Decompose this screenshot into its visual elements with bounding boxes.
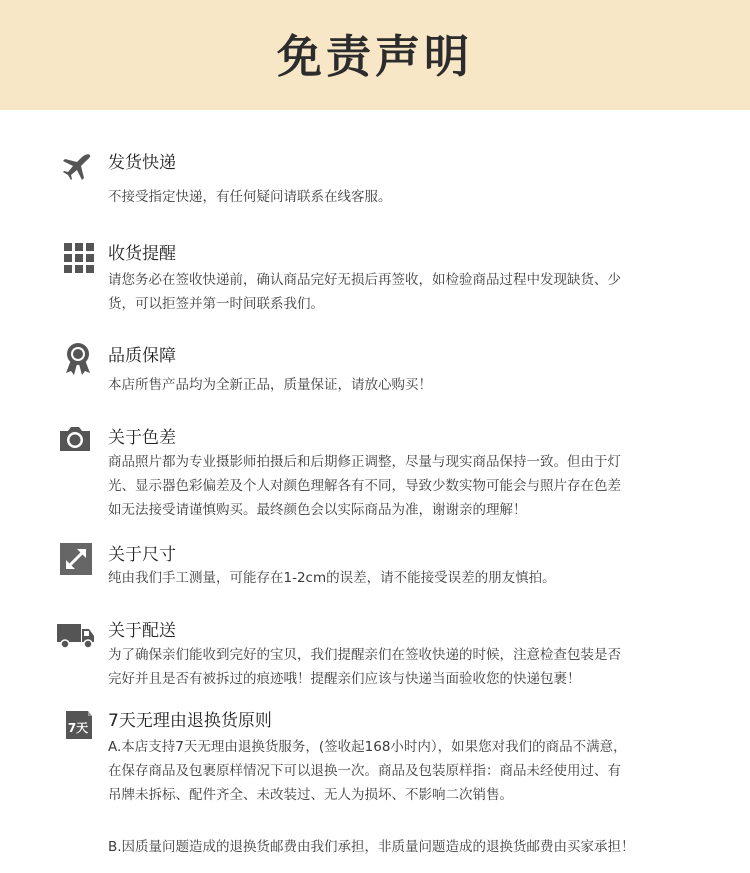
section-body-shipping [108, 185, 708, 209]
body-line-spacer [108, 807, 708, 831]
body-line: A.本店支持7天无理由退换货服务，(签收起168小时内），如果您对我们的商品不满意， [108, 739, 627, 755]
airplane-icon [60, 151, 94, 185]
body-line: 吊牌未拆标、配件齐全、未改装过、无人为损坏、不影响二次销售。 [108, 787, 513, 803]
section-body-color [108, 450, 708, 522]
section-body-receiving [108, 268, 708, 316]
section-title-size: 关于尺寸 [108, 545, 176, 565]
body-line: 本店所售产品均为全新正品，质量保证，请放心购买！ [108, 377, 432, 393]
seven-day-return-icon [62, 708, 96, 742]
section-body-returns [108, 735, 708, 859]
award-ribbon-icon [61, 342, 95, 376]
body-line: 如无法接受请谨慎购买。最终颜色会以实际商品为准，谢谢亲的理解！ [108, 502, 527, 518]
header-banner [0, 0, 750, 110]
section-title-receiving: 收货提醒 [108, 244, 176, 264]
body-line: 不接受指定快递，有任何疑问请联系在线客服。 [108, 189, 392, 205]
body-line: 纯由我们手工测量，可能存在1-2cm的误差，请不能接受误差的朋友慎拍。 [108, 570, 556, 586]
section-title-delivery: 关于配送 [108, 621, 176, 641]
section-body-delivery [108, 643, 708, 691]
resize-arrow-icon [59, 542, 93, 576]
section-title-returns: 7天无理由退换货原则 [108, 711, 272, 731]
body-line: 为了确保亲们能收到完好的宝贝，我们提醒亲们在签收快递的时候，注意检查包装是否 [108, 647, 621, 663]
section-title-color: 关于色差 [108, 428, 176, 448]
body-line: 商品照片都为专业摄影师拍摄后和后期修正调整，尽量与现实商品保持一致。但由于灯 [108, 454, 621, 470]
body-line: 货，可以拒签并第一时间联系我们。 [108, 296, 324, 312]
section-title-quality: 品质保障 [108, 346, 176, 366]
section-body-size [108, 566, 708, 590]
icon-label: 7天 [67, 721, 89, 735]
grid-icon [62, 241, 96, 275]
delivery-truck-icon [56, 618, 96, 652]
page-title: 免责声明 [276, 30, 473, 83]
body-line: 在保存商品及包裹原样情况下可以退换一次。商品及包装原样指：商品未经使用过、有 [108, 763, 621, 779]
body-line: 光、显示器色彩偏差及个人对颜色理解各有不同，导致少数实物可能会与照片存在色差 [108, 478, 621, 494]
camera-icon [58, 422, 92, 456]
body-line: 完好并且是否有被拆过的痕迹哦！提醒亲们应该与快递当面验收您的快递包裹！ [108, 671, 581, 687]
body-line: B.因质量问题造成的退换货邮费由我们承担，非质量问题造成的退换货邮费由买家承担！ [108, 839, 635, 855]
section-title-shipping: 发货快递 [108, 153, 176, 173]
body-line: 请您务必在签收快递前，确认商品完好无损后再签收，如检验商品过程中发现缺货、少 [108, 272, 621, 288]
section-body-quality [108, 373, 708, 397]
